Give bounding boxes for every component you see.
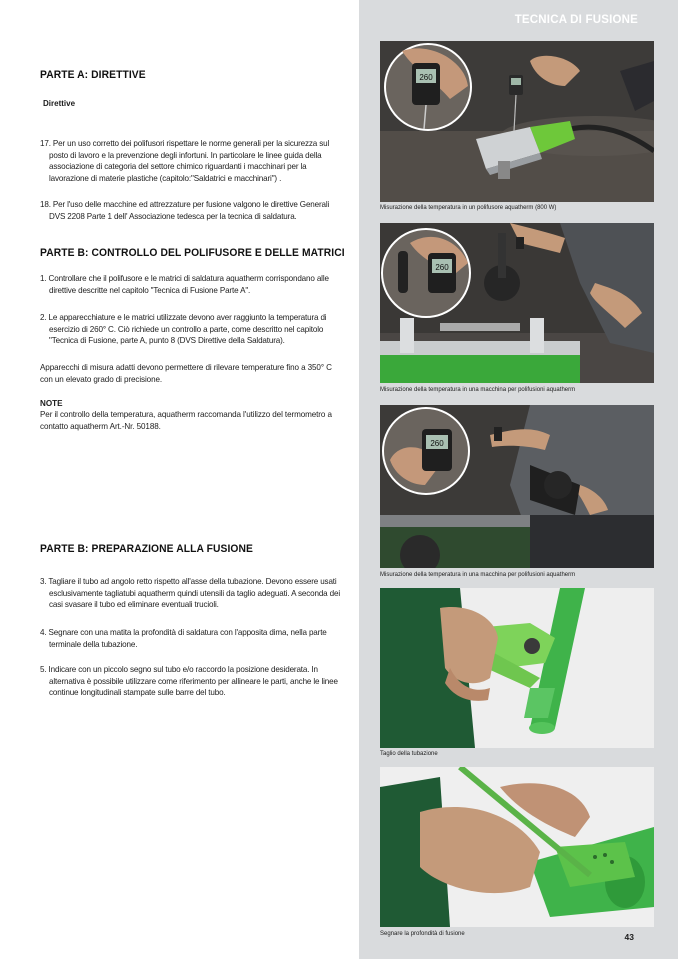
list-item: 3. Tagliare il tubo ad angolo retto rispetto all'asse della tubazione. Devono essere usati esclusivamente tagliatubi aquatherm quindi utensili da taglio adeguati. A seconda dei casi svasare il tubo ed eliminare eventuali trucioli. — [40, 577, 340, 609]
list-item: 1. Controllare che il polifusore e le matrici di saldatura aquatherm corrispondano alle direttive descritte nel capitolo "Tecnica di Fusione Parte A". — [40, 274, 329, 295]
photo-marking-depth — [380, 767, 654, 927]
section-b2-title: PARTE B: PREPARAZIONE ALLA FUSIONE — [40, 543, 253, 555]
page-number: 43 — [624, 932, 634, 942]
list-item: 2. Le apparecchiature e le matrici utilizzate devono aver raggiunto la temperatura di esercizio di 260° C. Ciò richiede un controllo a parte, come descritto nel capitolo "Tecnica di Fusione, parte A, punto 8 (DVS Direttive della Saldatura). — [40, 313, 327, 345]
list-item: 5. Indicare con un piccolo segno sul tubo e/o raccordo la posizione desiderata. In alternativa è possibile utilizzare come riferimento per allineare le parti, anche le linee continue longitudinali stampate sulle barre del tubo. — [40, 665, 338, 697]
section-b1-title: PARTE B: CONTROLLO DEL POLIFUSORE E DELLE MATRICI — [40, 247, 345, 259]
photo-temperature-polyfusor — [380, 41, 654, 202]
note-text: Per il controllo della temperatura, aquatherm raccomanda l'utilizzo del termometro a contatto aquatherm Art.-Nr. 50188. — [40, 410, 332, 431]
section-a-title: PARTE A: DIRETTIVE — [40, 69, 146, 81]
thermometer-reading: 260 — [435, 263, 449, 272]
photo-caption: Misurazione della temperatura in una macchina per polifusioni aquatherm — [380, 572, 576, 578]
header-title: TECNICA DI FUSIONE — [514, 14, 638, 26]
photo-caption: Taglio della tubazione — [380, 751, 438, 757]
photo-temperature-machine-2 — [380, 405, 654, 568]
note-title: NOTE — [40, 399, 63, 408]
list-item: 18. Per l'uso delle macchine ed attrezzature per fusione valgono le direttive Generali DVS 2208 Parte 1 dell' Associazione tedesca per la tecnica di saldatura. — [40, 200, 330, 221]
photo-temperature-machine — [380, 223, 654, 383]
thermometer-reading: 260 — [419, 73, 433, 82]
photo-caption: Misurazione della temperatura in una macchina per polifusioni aquatherm — [380, 387, 576, 393]
section-a-subtitle: Direttive — [43, 99, 76, 108]
photo-pipe-cutting — [380, 588, 654, 748]
list-item: 17. Per un uso corretto dei polifusori rispettare le norme generali per la sicurezza sul posto di lavoro e la prevenzione degli infortuni. In particolare le linee guida della associazione di categoria del settore chimico riguardanti i macchinari per la lavorazione di materie plastiche (capitolo:"Saldatrici e macchinari") . — [40, 139, 330, 183]
photo-caption: Misurazione della temperatura in un polifusore aquatherm (800 W) — [380, 205, 557, 211]
paragraph: Apparecchi di misura adatti devono permettere di rilevare temperature fino a 350° C con un elevato grado di precisione. — [40, 363, 332, 384]
list-item: 4. Segnare con una matita la profondità di saldatura con l'apposita dima, nella parte terminale della tubazione. — [40, 628, 327, 649]
photo-caption: Segnare la profondità di fusione — [380, 931, 465, 937]
thermometer-reading: 260 — [430, 439, 444, 448]
